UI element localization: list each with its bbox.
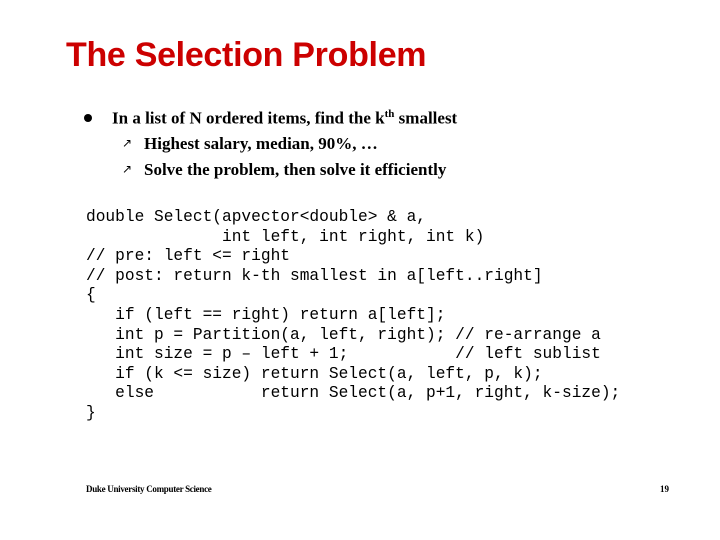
- code-line: int size = p – left + 1; // left sublist: [86, 345, 601, 364]
- code-line: if (left == right) return a[left];: [86, 305, 446, 324]
- sub-bullet-arrow-icon: ↗: [122, 162, 133, 176]
- code-line: int left, int right, int k): [86, 227, 485, 246]
- code-line: int p = Partition(a, left, right); // re-arrange a: [86, 325, 601, 344]
- footer-text: Duke University Computer Science: [86, 484, 212, 494]
- code-line: {: [86, 286, 96, 305]
- code-line: // pre: left <= right: [86, 247, 290, 266]
- sub-bullet-arrow-icon: ↗: [122, 136, 133, 150]
- page-number: 19: [660, 484, 669, 494]
- code-line: }: [86, 403, 96, 422]
- slide-title: The Selection Problem: [66, 36, 427, 74]
- code-line: double Select(apvector<double> & a,: [86, 208, 426, 226]
- main-bullet-suffix: smallest: [394, 108, 458, 128]
- main-bullet-prefix: In a list of N ordered items, find the k: [112, 108, 385, 128]
- code-block: [86, 208, 620, 424]
- main-bullet-text: [112, 108, 457, 129]
- main-bullet-superscript: th: [384, 108, 395, 120]
- sub-bullet-text: Solve the problem, then solve it efficiently: [144, 160, 447, 179]
- code-line: // post: return k-th smallest in a[left..right]: [86, 266, 543, 285]
- code-line: else return Select(a, p+1, right, k-size);: [86, 384, 621, 403]
- sub-bullet-text: Highest salary, median, 90%, …: [144, 134, 378, 153]
- bullet-dot-icon: [84, 114, 92, 122]
- code-line: if (k <= size) return Select(a, left, p, k);: [86, 364, 543, 383]
